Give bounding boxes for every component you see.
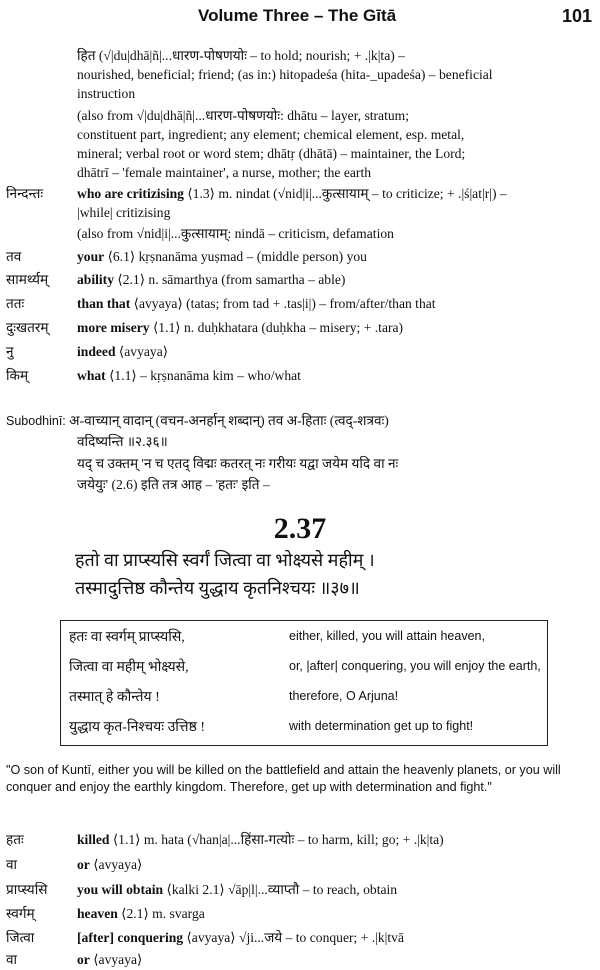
gloss-definition xyxy=(77,270,593,289)
gloss-definition xyxy=(77,855,593,874)
gloss-word: किम् xyxy=(6,368,29,383)
verse-line: हतो वा प्राप्स्यसि स्वर्गं जित्वा वा भोक्ष्यसे महीम् । xyxy=(75,550,375,570)
gloss-definition xyxy=(77,247,593,266)
gloss-line: nourished, beneficial; friend; (as in:) hitopadeśa (hita-_upadeśa) – beneficial xyxy=(77,67,493,82)
gloss-rest: ⟨avyaya⟩ xyxy=(89,857,143,872)
gloss-head: who are critizising xyxy=(77,186,184,201)
table-sanskrit: तस्मात् हे कौन्तेय ! xyxy=(69,690,160,705)
gloss-rest: ⟨2.1⟩ m. svarga xyxy=(117,906,205,921)
table-row xyxy=(61,623,547,651)
gloss-rest: ⟨avyaya⟩ (tatas; from tad + .tas|i|) – from/after/than that xyxy=(130,296,436,311)
gloss-word: जित्वा xyxy=(6,930,35,945)
commentary-line: यद् च उक्तम् 'न च एतद् विद्मः कतरत् नः गरीयः यद्वा जयेम यदि वा नः xyxy=(77,456,399,471)
gloss-line: mineral; verbal root or word stem; dhātṛ (dhātā) – maintainer, the Lord; xyxy=(77,146,466,161)
gloss-line: dhātrī – 'female maintainer', a nurse, mother; the earth xyxy=(77,165,372,180)
gloss-line: |while| critizising xyxy=(77,205,171,220)
gloss-definition xyxy=(77,184,593,203)
gloss-word: तव xyxy=(6,249,22,264)
subodhini-label: Subodhinī: xyxy=(6,414,66,428)
gloss-line: हित (√|du|dhā|ñ|...धारण-पोषणयोः – to hold; nourish; + .|k|ta) – xyxy=(77,48,405,63)
gloss-definition xyxy=(77,950,593,969)
gloss-head: indeed xyxy=(77,344,116,359)
table-row xyxy=(61,683,547,711)
table-sanskrit: हतः वा स्वर्गम् प्राप्स्यसि, xyxy=(69,630,185,645)
gloss-definition xyxy=(77,880,593,899)
page-header xyxy=(0,4,600,28)
gloss-word: प्राप्स्यसि xyxy=(6,882,48,897)
gloss-definition xyxy=(77,318,593,337)
gloss-definition xyxy=(77,342,593,361)
gloss-word: वा xyxy=(6,952,18,967)
gloss-line: constituent part, ingredient; any element; chemical element, esp. metal, xyxy=(77,127,465,142)
gloss-line: (also from √|du|dhā|ñ|...धारण-पोषणयोः: dhātu – layer, stratum; xyxy=(77,108,410,123)
gloss-word: नु xyxy=(6,344,14,359)
gloss-definition xyxy=(77,366,593,385)
gloss-word: स्वर्गम् xyxy=(6,906,35,921)
subodhini-commentary xyxy=(6,410,596,432)
gloss-rest: ⟨avyaya⟩ √ji...जये – to conquer; + .|k|tvā xyxy=(183,930,405,945)
gloss-word: हतः xyxy=(6,832,24,847)
word-by-word-table xyxy=(60,620,548,746)
gloss-rest: ⟨kalki 2.1⟩ √āp|l|...व्याप्तौ – to reach, obtain xyxy=(163,882,398,897)
gloss-head: you will obtain xyxy=(77,882,164,897)
verse-number: 2.37 xyxy=(273,512,327,545)
gloss-word: सामर्थ्यम् xyxy=(6,272,49,287)
gloss-rest: ⟨6.1⟩ kṛṣnanāma yuṣmad – (middle person) you xyxy=(104,249,367,264)
gloss-head: or xyxy=(77,952,90,967)
table-english: with determination get up to fight! xyxy=(289,719,474,733)
table-row xyxy=(61,713,547,741)
table-sanskrit: युद्धाय कृत-निश्चयः उत्तिष्ठ ! xyxy=(69,720,206,735)
gloss-word: वा xyxy=(6,857,18,872)
gloss-head: your xyxy=(77,249,105,264)
gloss-rest: ⟨avyaya⟩ xyxy=(89,952,143,967)
commentary-line: अ-वाच्यान् वादान् (वचन-अनर्हान् शब्दान्) तव अ-हिताः (त्वद्-शत्रवः) xyxy=(65,413,389,428)
gloss-definition xyxy=(77,294,593,313)
gloss-definition xyxy=(77,830,593,849)
table-english: or, |after| conquering, you will enjoy the earth, xyxy=(289,659,541,673)
gloss-rest: ⟨2.1⟩ n. sāmarthya (from samartha – able) xyxy=(114,272,346,287)
running-title: Volume Three – The Gītā xyxy=(198,6,397,25)
verse-translation: "O son of Kuntī, either you will be killed on the battlefield and attain the heavenly planets, or you will conquer and enjoy the earthly kingdom. Therefore, get up with determination and fight." xyxy=(6,763,561,794)
table-english: therefore, O Arjuna! xyxy=(289,689,399,703)
gloss-definition xyxy=(77,928,593,947)
gloss-head: or xyxy=(77,857,90,872)
gloss-head: heaven xyxy=(77,906,118,921)
gloss-head: [after] conquering xyxy=(77,930,184,945)
gloss-head: ability xyxy=(77,272,115,287)
gloss-word: ततः xyxy=(6,296,25,311)
gloss-rest: ⟨1.1⟩ – kṛṣnanāma kim – who/what xyxy=(105,368,301,383)
gloss-word: दुःखतरम् xyxy=(6,320,49,335)
gloss-head: what xyxy=(77,368,106,383)
table-english: either, killed, you will attain heaven, xyxy=(289,629,485,643)
verse-line: तस्मादुत्तिष्ठ कौन्तेय युद्धाय कृतनिश्चयः ॥३७॥ xyxy=(75,578,360,598)
gloss-line: (also from √nid|i|...कुत्सायाम्: nindā – criticism, defamation xyxy=(77,226,394,241)
gloss-line: instruction xyxy=(77,86,136,101)
gloss-rest: ⟨avyaya⟩ xyxy=(115,344,169,359)
gloss-word: निन्दन्तः xyxy=(6,186,44,201)
commentary-line: जयेयुः' (2.6) इति तत्र आह – 'हतः' इति – xyxy=(77,477,270,492)
gloss-rest: ⟨1.1⟩ m. hata (√han|a|...हिंसा-गत्योः – to harm, kill; go; + .|k|ta) xyxy=(109,832,444,847)
gloss-definition xyxy=(77,904,593,923)
gloss-head: more misery xyxy=(77,320,150,335)
page-number: 101 xyxy=(561,6,592,26)
table-row xyxy=(61,653,547,681)
gloss-rest: ⟨1.1⟩ n. duḥkhatara (duḥkha – misery; + .tara) xyxy=(149,320,404,335)
table-sanskrit: जित्वा वा महीम् भोक्ष्यसे, xyxy=(69,660,189,675)
gloss-rest: ⟨1.3⟩ m. nindat (√nid|i|...कुत्सायाम् – to criticize; + .|ś|at|r|) – xyxy=(183,186,507,201)
gloss-head: killed xyxy=(77,832,110,847)
commentary-line: वदिष्यन्ति ॥२.३६॥ xyxy=(77,434,168,449)
gloss-head: than that xyxy=(77,296,131,311)
